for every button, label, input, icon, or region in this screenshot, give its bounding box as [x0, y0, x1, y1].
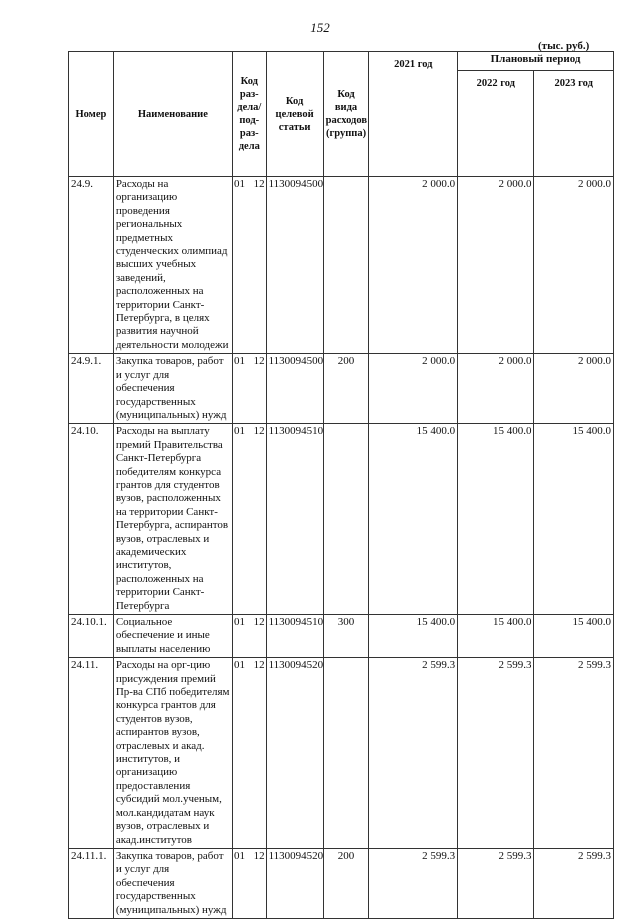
row-razdel: 01 — [233, 425, 245, 438]
row-razdel: 01 — [233, 178, 245, 190]
row-number: 24.11.1. — [69, 848, 114, 918]
row-amount-2021: 15 400.0 — [369, 615, 458, 658]
row-podrazdel: 12 — [253, 178, 265, 190]
row-amount-2023: 2 599.3 — [534, 848, 614, 918]
row-amount-2021: 2 599.3 — [369, 848, 458, 918]
row-target-article: 1130094510 — [266, 424, 323, 615]
row-number: 24.11. — [69, 658, 114, 849]
header-expense-type: Код вида расходов (группа) — [323, 52, 369, 177]
row-target-article: 1130094510 — [266, 615, 323, 658]
row-expense-type: 300 — [323, 615, 369, 658]
row-amount-2022: 2 599.3 — [458, 658, 534, 849]
header-name: Наименование — [113, 52, 232, 177]
row-number: 24.10. — [69, 424, 114, 615]
row-expense-type: 200 — [323, 848, 369, 918]
row-amount-2021: 15 400.0 — [369, 424, 458, 615]
row-target-article: 1130094500 — [266, 354, 323, 424]
row-section-code — [232, 177, 266, 354]
row-expense-type: 200 — [323, 354, 369, 424]
row-section-code — [232, 354, 266, 424]
table-header — [69, 52, 614, 177]
row-amount-2022: 2 000.0 — [458, 354, 534, 424]
table-row — [69, 424, 614, 615]
row-section-code — [232, 848, 266, 918]
row-amount-2023: 2 000.0 — [534, 177, 614, 354]
row-amount-2021: 2 000.0 — [369, 177, 458, 354]
row-target-article: 1130094520 — [266, 658, 323, 849]
row-podrazdel: 12 — [253, 616, 265, 628]
row-name: Расходы на выплату премий Правительства Санкт-Петербурга победителям конкурса грантов для студентов вузов, расположенных на территории Санкт-Петербурга, аспирантов вузов, отраслевых и академических институтов, расположенных на территории Санкт-Петербурга — [113, 424, 232, 615]
header-year-2021: 2021 год — [369, 52, 458, 177]
row-section-code — [232, 424, 266, 615]
row-expense-type — [323, 177, 369, 354]
row-amount-2023: 15 400.0 — [534, 424, 614, 615]
table-body — [69, 177, 614, 919]
row-amount-2021: 2 000.0 — [369, 354, 458, 424]
table-row — [69, 615, 614, 658]
row-target-article: 1130094520 — [266, 848, 323, 918]
table-row — [69, 354, 614, 424]
units-label: (тыс. руб.) — [538, 40, 590, 52]
table-row — [69, 177, 614, 354]
row-amount-2022: 2 000.0 — [458, 177, 534, 354]
table-row — [69, 658, 614, 849]
row-podrazdel: 12 — [253, 849, 265, 862]
page-number: 152 — [310, 20, 330, 35]
row-name: Расходы на организацию проведения региональных предметных студенческих олимпиад высших учебных заведений, расположенных на территории Санкт-Петербурга, в целях развития научной деятельности молодежи — [113, 177, 232, 354]
row-podrazdel: 12 — [253, 355, 265, 368]
row-podrazdel: 12 — [253, 425, 265, 438]
row-podrazdel: 12 — [253, 659, 265, 672]
row-number: 24.9. — [69, 177, 114, 354]
row-amount-2022: 2 599.3 — [458, 848, 534, 918]
header-year-2023: 2023 год — [534, 71, 614, 177]
row-amount-2023: 2 599.3 — [534, 658, 614, 849]
budget-table — [68, 51, 614, 919]
row-target-article: 1130094500 — [266, 177, 323, 354]
row-number: 24.10.1. — [69, 615, 114, 658]
row-name: Расходы на орг-цию присуждения премий Пр-ва СПб победителям конкурса грантов для студентов вузов, аспирантов вузов, отраслевых и акад. институтов, и организацию предоставления субсидий мол.ученым, мол.кандидатам наук вузов, отраслевых и акад.институтов — [113, 658, 232, 849]
row-amount-2022: 15 400.0 — [458, 615, 534, 658]
row-razdel: 01 — [233, 616, 245, 628]
row-razdel: 01 — [233, 849, 245, 862]
row-name: Закупка товаров, работ и услуг для обеспечения государственных (муниципальных) нужд — [113, 354, 232, 424]
row-amount-2023: 2 000.0 — [534, 354, 614, 424]
row-name: Закупка товаров, работ и услуг для обеспечения государственных (муниципальных) нужд — [113, 848, 232, 918]
header-target-article: Код целевой статьи — [266, 52, 323, 177]
row-section-code — [232, 658, 266, 849]
row-number: 24.9.1. — [69, 354, 114, 424]
row-amount-2023: 15 400.0 — [534, 615, 614, 658]
row-amount-2022: 15 400.0 — [458, 424, 534, 615]
header-number: Номер — [69, 52, 114, 177]
row-razdel: 01 — [233, 659, 245, 672]
row-section-code — [232, 615, 266, 658]
row-expense-type — [323, 424, 369, 615]
header-year-2022: 2022 год — [458, 71, 534, 177]
row-expense-type — [323, 658, 369, 849]
header-planned-period: Плановый период — [458, 52, 614, 71]
row-razdel: 01 — [233, 355, 245, 368]
header-section: Код раз-дела/ под-раз-дела — [232, 52, 266, 177]
row-name: Социальное обеспечение и иные выплаты населению — [113, 615, 232, 658]
table-row — [69, 848, 614, 918]
row-amount-2021: 2 599.3 — [369, 658, 458, 849]
